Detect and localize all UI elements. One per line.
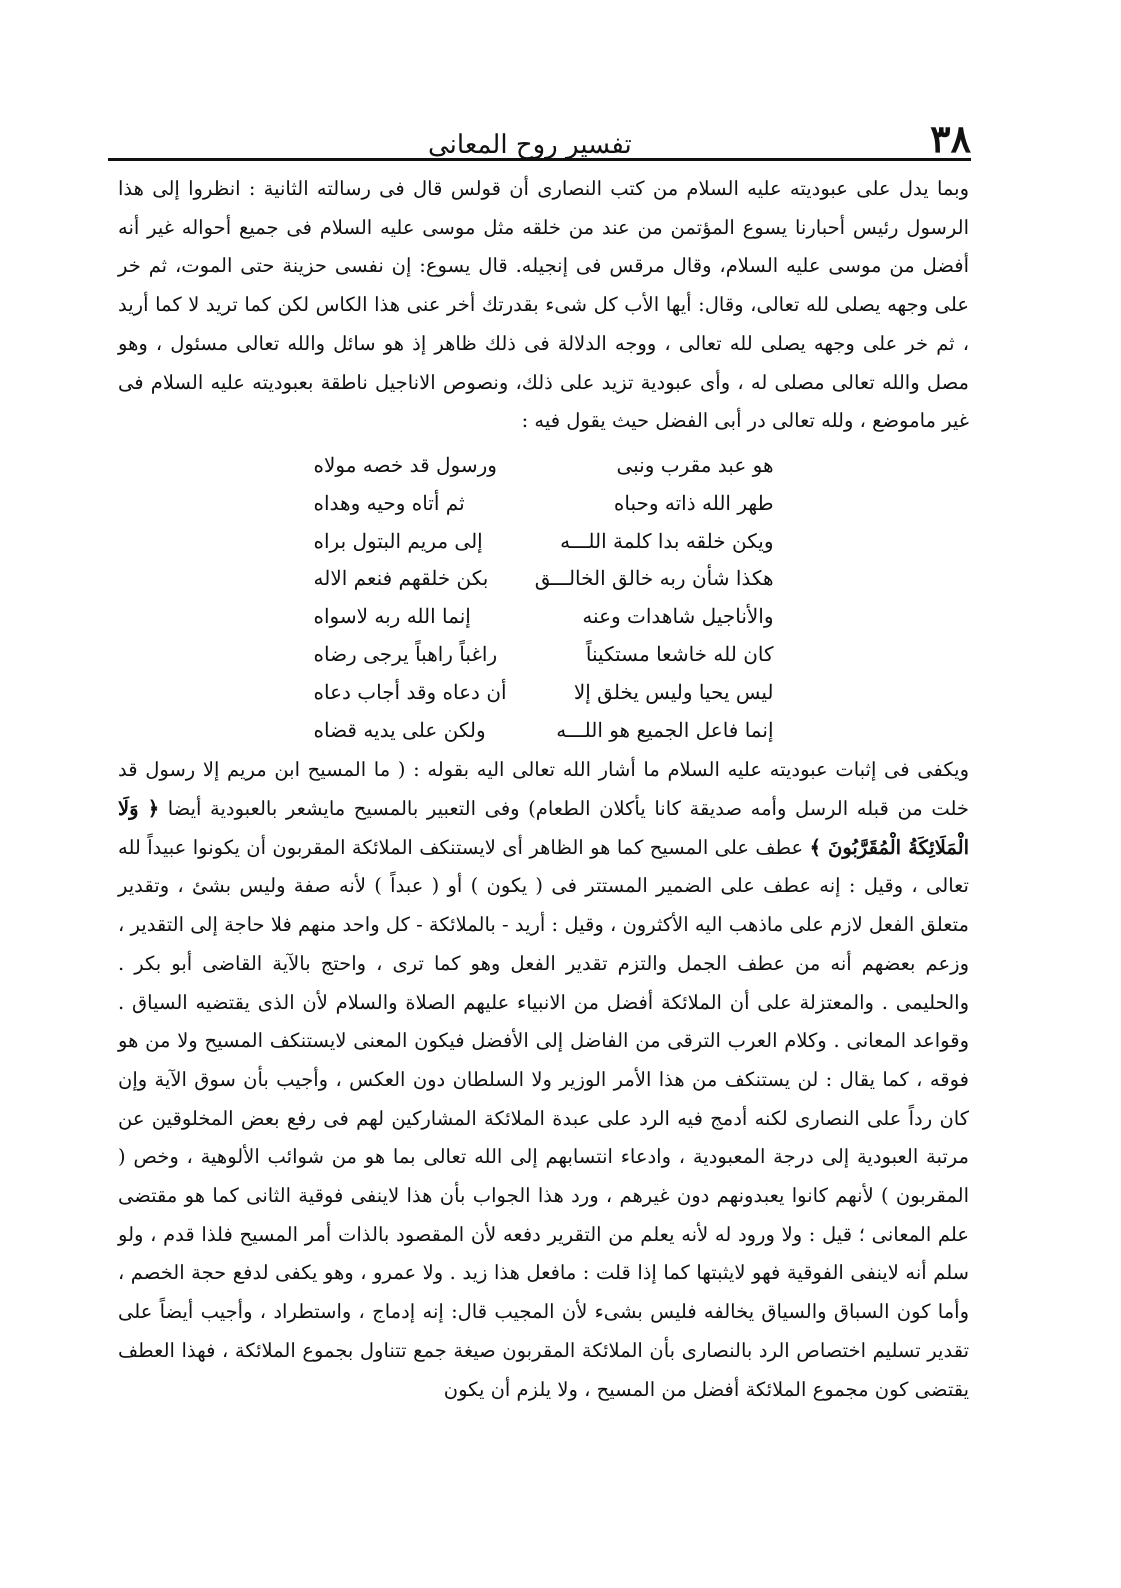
verse-first-hemistich: هو عبد مقرب ونبى	[616, 452, 774, 477]
verse-second-hemistich: ورسول قد خصه مولاه	[313, 452, 497, 477]
page-body	[118, 170, 969, 1409]
paragraph-2-opening: ويكفى فى إثبات عبوديته عليه السلام ما أشار الله تعالى اليه بقوله : ( ما المسيح ابن مريم إلا رسول قد خلت من قبله الرسل وأمه صديقة كانا يأكلان الطعام) وفى التعبير بالمسيح مايشعر بالعبودية أيضا	[118, 758, 969, 820]
page-number: ٣٨	[930, 116, 971, 161]
poem	[314, 441, 774, 751]
verse-first-hemistich: ليس يحيا وليس يخلق إلا	[573, 679, 774, 704]
running-title: تفسير روح المعانى	[428, 130, 632, 160]
poem-verse	[314, 485, 774, 523]
verse-first-hemistich: والأناجيل شاهدات وعنه	[582, 604, 774, 629]
poem-verse	[314, 560, 774, 598]
verse-second-hemistich: أن دعاه وقد أجاب دعاه	[313, 679, 507, 704]
page-header	[108, 116, 971, 161]
paragraph-2	[118, 751, 969, 1409]
header-rule	[108, 158, 971, 161]
verse-second-hemistich: إلى مريم البتول براه	[313, 528, 483, 553]
poem-verse	[314, 447, 774, 485]
poem-verse	[314, 712, 774, 750]
verse-first-hemistich: طهر الله ذاته وحباه	[613, 490, 774, 515]
verse-second-hemistich: بكن خلقهم فنعم الاله	[313, 566, 489, 591]
poem-verse	[314, 636, 774, 674]
paragraph-2-commentary: عطف على المسيح كما هو الظاهر أى لايستنكف الملائكة المقربون أن يكونوا عبيداً لله تعالى ، وقيل : إنه عطف على الضمير المستتر فى ( يكون ) أو ( عبداً ) لأنه صفة وليس بشئ ، وتقدير متعلق الفعل لازم على ماذهب اليه الأكثرون ، وقيل : أريد - بالملائكة - كل واحد منهم فلا حاجة إلى التقدير ، وزعم بعضهم أنه من عطف الجمل والتزم تقدير الفعل وهو كما ترى ، واحتج بالآية القاضى أبو بكر . والحليمى . والمعتزلة على أن الملائكة أفضل من الانبياء عليهم الصلاة والسلام لأن الذى يقتضيه السياق . وقواعد المعانى . وكلام العرب الترقى من الفاضل إلى الأفضل فيكون المعنى لايستنكف المسيح ولا من هو فوقه ، كما يقال : لن يستنكف من هذا الأمر الوزير ولا السلطان دون العكس ، وأجيب بأن سوق الآية وإن كان رداً على النصارى لكنه أدمج فيه الرد على عبدة الملائكة المشاركين لهم فى رفع بعض المخلوقين عن مرتبة العبودية إلى درجة المعبودية ، وادعاء انتسابهم إلى الله تعالى بما هو من شوائب الألوهية ، وخص ( المقربون ) لأنهم كانوا يعبدونهم دون غيرهم ، ورد هذا الجواب بأن هذا لاينفى فوقية الثانى كما هو مقتضى علم المعانى ؛ قيل : ولا ورود له لأنه يعلم من التقرير دفعه لأن المقصود بالذات أمر المسيح فلذا قدم ، ولو سلم أنه لاينفى الفوقية فهو لايثبتها كما إذا قلت : مافعل هذا زيد . ولا عمرو ، وهو يكفى لدفع حجة الخصم ، وأما كون السباق والسياق يخالفه فليس بشىء لأن المجيب قال: إنه إدماج ، واستطراد ، وأجيب أيضاً على تقدير تسليم اختصاص الرد بالنصارى بأن الملائكة المقربون صيغة جمع تتناول بجموع الملائكة ، فهذا العطف يقتضى كون مجموع الملائكة أفضل من المسيح ، ولا يلزم أن يكون	[118, 835, 969, 1401]
verse-second-hemistich: ثم أتاه وحيه وهداه	[313, 490, 465, 515]
verse-first-hemistich: ويكن خلقه بدا كلمة اللـــه	[560, 528, 774, 553]
verse-second-hemistich: ولكن على يديه قضاه	[313, 717, 486, 742]
quran-verse-quote: ﴿ وَلَا الْمَلَائِكَةُ الْمُقَرَّبُونَ ﴾	[118, 797, 970, 859]
verse-second-hemistich: إنما الله ربه لاسواه	[313, 604, 471, 629]
verse-first-hemistich: هكذا شأن ربه خالق الخالـــق	[534, 566, 774, 591]
poem-verse	[314, 598, 774, 636]
verse-first-hemistich: إنما فاعل الجميع هو اللـــه	[556, 717, 774, 742]
verse-first-hemistich: كان لله خاشعا مستكيناً	[585, 641, 774, 666]
verse-second-hemistich: راغباً راهباً يرجى رضاه	[313, 641, 498, 666]
paragraph-1: وبما يدل على عبوديته عليه السلام من كتب النصارى أن قولس قال فى رسالته الثانية : انظروا إلى هذا الرسول رئيس أحبارنا يسوع المؤتمن من عند من خلقه مثل موسى عليه السلام فى جميع أحواله غير أنه أفضل من موسى عليه السلام، وقال مرقس فى إنجيله. قال يسوع: إن نفسى حزينة حتى الموت، ثم خر على وجهه يصلى لله تعالى، وقال: أيها الأب كل شىء بقدرتك أخر عنى هذا الكاس لكن كما تريد لا كما أريد ، ثم خر على وجهه يصلى لله تعالى ، ووجه الدلالة فى ذلك ظاهر إذ هو سائل والله تعالى مسئول ، وهو مصل والله تعالى مصلى له ، وأى عبودية تزيد على ذلك، ونصوص الاناجيل ناطقة بعبوديته عليه السلام فى غير ماموضع ، ولله تعالى در أبى الفضل حيث يقول فيه :	[118, 177, 969, 433]
poem-verse	[314, 674, 774, 712]
poem-verse	[314, 523, 774, 561]
